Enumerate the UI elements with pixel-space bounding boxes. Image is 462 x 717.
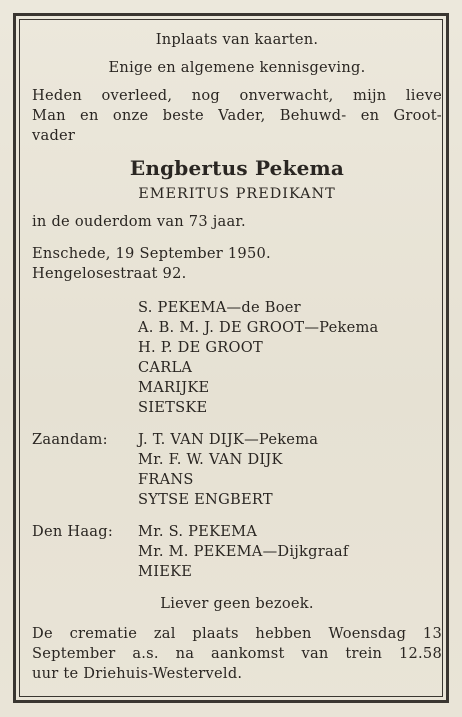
cremation-line: uur te Driehuis-Westerveld. — [32, 665, 243, 682]
family-member: SYTSE ENGBERT — [138, 491, 273, 508]
place-label: Den Haag: — [32, 523, 114, 540]
death-notice — [32, 30, 442, 684]
intro-line: vader — [32, 127, 76, 144]
cremation-line: September a.s. na aankomst van trein 12.58 — [32, 645, 442, 662]
notice-subheader: Enige en algemene kennisgeving. — [108, 59, 366, 76]
family-member: FRANS — [138, 471, 194, 488]
family-member: Mr. M. PEKEMA—Dijkgraaf — [138, 543, 349, 560]
family-member: Mr. S. PEKEMA — [138, 523, 258, 540]
family-member: CARLA — [138, 359, 193, 376]
family-member: MARIJKE — [138, 379, 210, 396]
intro-line: Man en onze beste Vader, Behuwd- en Groot- — [32, 107, 442, 124]
deceased-title: EMERITUS PREDIKANT — [138, 186, 336, 202]
place-date: Enschede, 19 September 1950. — [32, 245, 271, 262]
intro-text — [32, 86, 442, 146]
place-label: Zaandam: — [32, 431, 108, 448]
intro-line: Heden overleed, nog onverwacht, mijn lieve — [32, 87, 442, 104]
deceased-name: Engbertus Pekema — [129, 156, 345, 180]
family-list — [32, 298, 442, 418]
cremation-line: De crematie zal plaats hebben Woensdag 13 — [32, 625, 442, 642]
no-visits-line: Liever geen bezoek. — [160, 595, 314, 612]
family-member: MIEKE — [138, 563, 193, 580]
family-member: S. PEKEMA—de Boer — [138, 299, 301, 316]
age-line: in de ouderdom van 73 jaar. — [32, 213, 246, 230]
family-member: A. B. M. J. DE GROOT—Pekema — [138, 319, 379, 336]
address: Hengelosestraat 92. — [32, 265, 187, 282]
family-member: J. T. VAN DIJK—Pekema — [138, 431, 319, 448]
family-member: SIETSKE — [138, 399, 208, 416]
family-member: H. P. DE GROOT — [138, 339, 263, 356]
family-member: Mr. F. W. VAN DIJK — [138, 451, 283, 468]
notice-header: Inplaats van kaarten. — [155, 31, 319, 48]
cremation-text — [32, 624, 442, 684]
denhaag-group — [32, 522, 442, 582]
zaandam-group — [32, 430, 442, 510]
